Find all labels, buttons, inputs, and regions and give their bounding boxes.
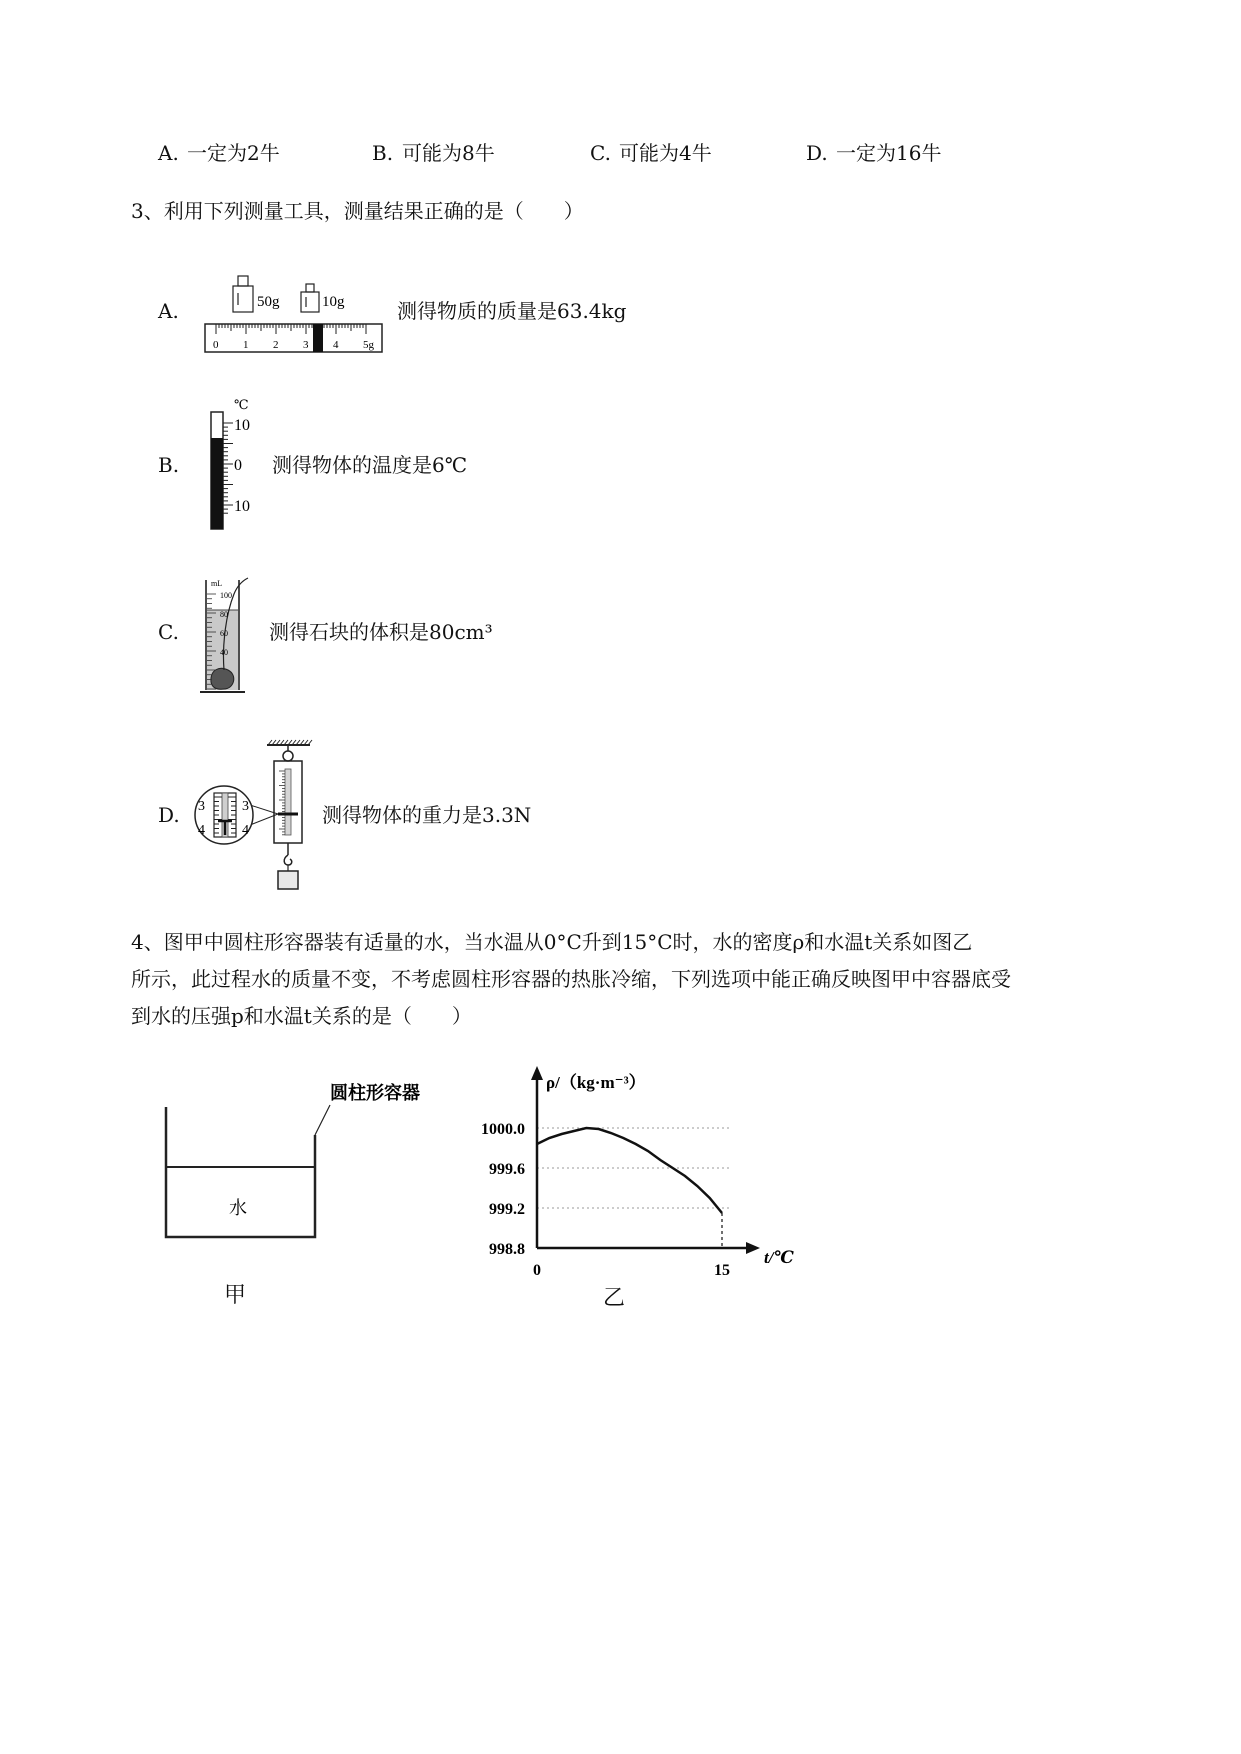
q2-option-a-text: 一定为2牛	[187, 141, 280, 165]
zoom-label-4-right: 4	[242, 823, 249, 838]
scale-label: 0	[213, 339, 219, 351]
scale-bar	[205, 324, 382, 352]
cylinder-unit: mL	[211, 579, 223, 588]
stone-shape	[211, 668, 234, 689]
q2-option-d-letter: D.	[806, 141, 828, 165]
y-tick-label: 998.8	[489, 1241, 525, 1258]
thermometer-ticks	[223, 423, 233, 513]
q2-option-d-text: 一定为16牛	[836, 141, 942, 165]
x-tick-label: 0	[533, 1262, 541, 1279]
q2-option-a-letter: A.	[158, 141, 179, 165]
y-axis-label: ρ/（kg·m⁻³）	[546, 1073, 646, 1092]
q4-stem-line-1: 4、图甲中圆柱形容器装有适量的水，当水温从0°C升到15°C时，水的密度ρ和水温t关系如图乙	[131, 930, 973, 954]
q3-option-a-text: 测得物质的质量是63.4kg	[397, 299, 627, 323]
spring-scale-figure	[190, 737, 315, 895]
weight-50g	[233, 276, 253, 312]
balance-scale-figure	[200, 268, 390, 358]
q3-option-b-letter: B.	[158, 453, 180, 477]
cylinder-label-80: 80	[220, 610, 228, 619]
q2-option-c-text: 可能为4牛	[619, 141, 712, 165]
q3-option-d-text: 测得物体的重力是3.3N	[322, 803, 532, 827]
cylinder-label-40: 40	[220, 648, 228, 657]
hanging-weight	[278, 871, 298, 889]
figure-jia-container	[150, 1075, 440, 1245]
scale-label: 3	[303, 339, 309, 351]
y-tick-label: 999.2	[489, 1201, 525, 1218]
scale-label: 5g	[363, 339, 374, 351]
scale-rider	[313, 324, 323, 352]
q3-option-a-letter: A.	[158, 299, 179, 323]
y-tick-labels	[481, 1121, 525, 1258]
y-tick-label: 999.6	[489, 1161, 525, 1178]
figure-yi-caption: 乙	[603, 1286, 626, 1311]
q2-option-b-letter: B.	[372, 141, 394, 165]
zoom-label-3-right: 3	[242, 799, 249, 814]
thermometer-label-mid: 0	[234, 457, 242, 474]
weight-10g-label: 10g	[322, 294, 345, 310]
container-label: 圆柱形容器	[330, 1083, 420, 1103]
x-tick-labels	[533, 1262, 730, 1279]
x-axis-label: t/℃	[764, 1248, 794, 1267]
cylinder-label-60: 60	[220, 629, 228, 638]
q4-stem-line-2: 所示，此过程水的质量不变，不考虑圆柱形容器的热胀冷缩，下列选项中能正确反映图甲中容器底受	[131, 967, 1011, 991]
q3-option-c-text: 测得石块的体积是80cm³	[269, 620, 493, 644]
thermometer-label-top: 10	[234, 417, 250, 434]
density-curve	[537, 1128, 722, 1213]
q3-option-b-text: 测得物体的温度是6℃	[272, 453, 468, 477]
figure-jia-caption: 甲	[224, 1283, 247, 1308]
q3-option-c-letter: C.	[158, 620, 179, 644]
spring-scale-ticks	[279, 771, 285, 835]
thermometer-label-bottom: 10	[234, 498, 250, 515]
weight-10g	[301, 284, 319, 312]
q4-stem-line-3: 到水的压强p和水温t关系的是（ ）	[131, 1004, 472, 1028]
q3-option-d-letter: D.	[158, 803, 180, 827]
scale-label: 1	[243, 339, 249, 351]
density-temperature-chart	[460, 1060, 805, 1285]
zoom-label-3-left: 3	[198, 799, 205, 814]
scale-labels	[213, 339, 375, 351]
scale-ticks	[216, 324, 366, 334]
x-tick-label: 15	[714, 1262, 730, 1279]
y-axis-arrow	[531, 1066, 543, 1080]
x-axis-arrow	[746, 1242, 760, 1254]
zoom-label-4-left: 4	[198, 823, 205, 838]
weight-50g-label: 50g	[257, 294, 280, 310]
chart-grid	[537, 1128, 730, 1208]
measuring-cylinder-figure	[196, 574, 256, 698]
thermometer-figure	[200, 393, 266, 533]
q3-stem: 3、利用下列测量工具，测量结果正确的是（ ）	[131, 199, 584, 223]
thermometer-unit: ℃	[234, 397, 249, 412]
scale-label: 4	[333, 339, 339, 351]
water-label: 水	[229, 1198, 247, 1218]
y-tick-label: 1000.0	[481, 1121, 525, 1138]
scale-label: 2	[273, 339, 279, 351]
q2-option-b-text: 可能为8牛	[402, 141, 495, 165]
q2-option-c-letter: C.	[590, 141, 611, 165]
cylinder-label-100: 100	[220, 591, 232, 600]
